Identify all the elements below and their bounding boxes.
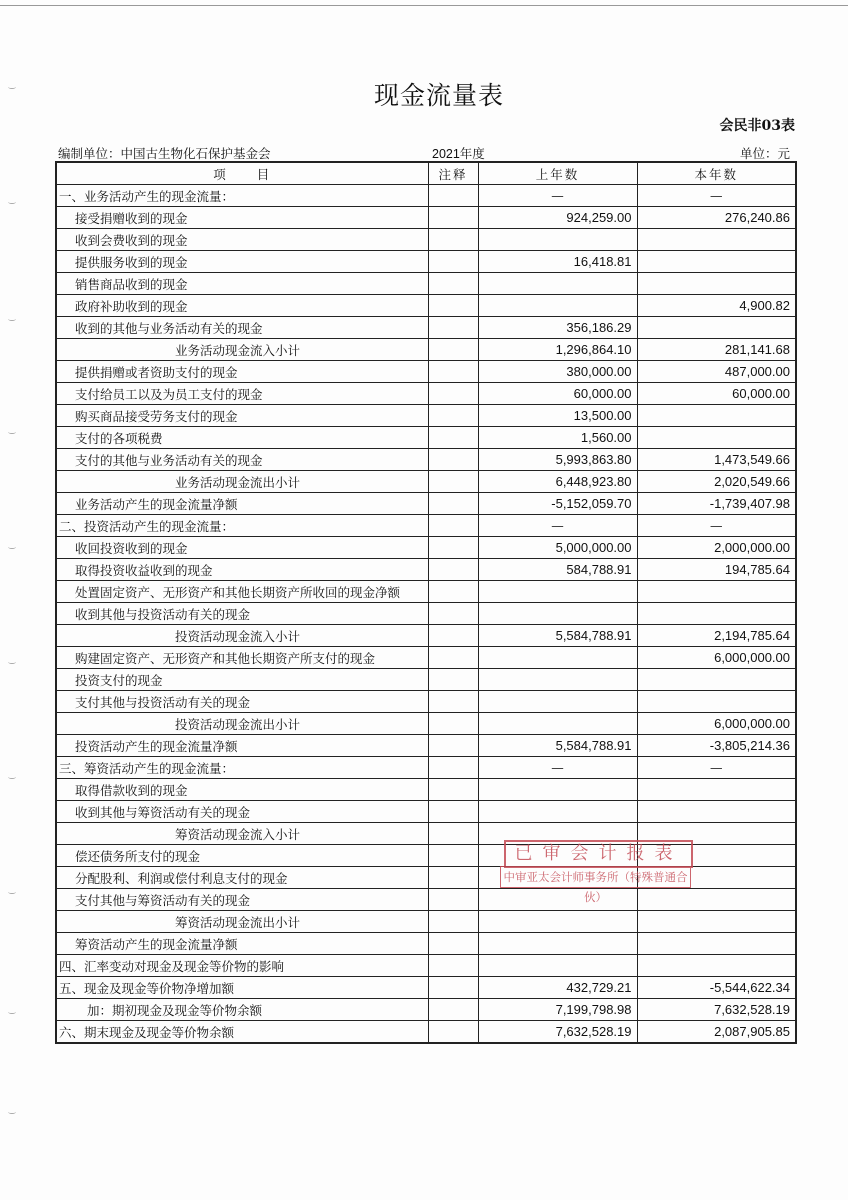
page-title: 现金流量表 [373,81,504,110]
table-row [56,339,796,361]
row-curr-year-value: 6,000,000.00 [637,713,796,735]
row-prev-year-value: -5,152,059.70 [478,493,637,515]
col-header-item: 项 目 [56,162,428,185]
scan-mark [8,545,16,549]
row-note [428,735,478,757]
row-prev-year-value: — [478,185,637,207]
table-row [56,361,796,383]
row-prev-year-value [478,889,637,911]
row-item-label: 取得投资收益收到的现金 [56,559,428,581]
row-curr-year-value [637,405,796,427]
row-prev-year-value: 924,259.00 [478,207,637,229]
row-item-label: 收到的其他与业务活动有关的现金 [56,317,428,339]
table-row [56,845,796,867]
row-item-label: 购建固定资产、无形资产和其他长期资产所支付的现金 [56,647,428,669]
row-note [428,625,478,647]
row-prev-year-value: 1,296,864.10 [478,339,637,361]
row-item-label: 收到其他与投资活动有关的现金 [56,603,428,625]
row-note [428,185,478,207]
row-item-label: 政府补助收到的现金 [56,295,428,317]
row-curr-year-value: 2,194,785.64 [637,625,796,647]
scan-mark [8,430,16,434]
row-curr-year-value [637,427,796,449]
row-curr-year-value: 7,632,528.19 [637,999,796,1021]
row-prev-year-value: 7,199,798.98 [478,999,637,1021]
row-item-label: 投资活动现金流入小计 [56,625,428,647]
table-row [56,251,796,273]
row-item-label: 加：期初现金及现金等价物余额 [56,999,428,1021]
row-prev-year-value [478,647,637,669]
row-curr-year-value: 4,900.82 [637,295,796,317]
table-row [56,471,796,493]
row-curr-year-value [637,317,796,339]
table-row [56,581,796,603]
row-curr-year-value [637,933,796,955]
col-header-prev-year: 上年数 [478,162,637,185]
row-curr-year-value [637,823,796,845]
row-item-label: 投资支付的现金 [56,669,428,691]
scan-mark [8,775,16,779]
row-note [428,207,478,229]
row-prev-year-value: 5,584,788.91 [478,625,637,647]
table-row [56,295,796,317]
row-note [428,603,478,625]
scan-mark [8,1110,16,1114]
scan-mark [8,317,16,321]
table-row [56,559,796,581]
row-note [428,339,478,361]
table-row [56,801,796,823]
row-curr-year-value: — [637,515,796,537]
row-item-label: 收回投资收到的现金 [56,537,428,559]
form-code: 会民非03表 [719,118,795,134]
table-row [56,889,796,911]
row-note [428,889,478,911]
row-item-label: 取得借款收到的现金 [56,779,428,801]
row-item-label: 业务活动现金流出小计 [56,471,428,493]
row-curr-year-value [637,273,796,295]
row-item-label: 收到会费收到的现金 [56,229,428,251]
row-curr-year-value [637,603,796,625]
row-curr-year-value: 487,000.00 [637,361,796,383]
cash-flow-table [55,161,797,1044]
table-row [56,999,796,1021]
table-row [56,713,796,735]
table-row [56,669,796,691]
row-prev-year-value: 7,632,528.19 [478,1021,637,1044]
row-prev-year-value: 13,500.00 [478,405,637,427]
row-item-label: 销售商品收到的现金 [56,273,428,295]
row-note [428,471,478,493]
row-prev-year-value [478,229,637,251]
row-item-label: 业务活动现金流入小计 [56,339,428,361]
row-prev-year-value: 584,788.91 [478,559,637,581]
table-row [56,537,796,559]
row-curr-year-value: 281,141.68 [637,339,796,361]
row-prev-year-value [478,295,637,317]
row-note [428,361,478,383]
table-row [56,427,796,449]
row-note [428,1021,478,1044]
row-note [428,405,478,427]
row-item-label: 支付的各项税费 [56,427,428,449]
table-row [56,185,796,207]
row-prev-year-value: 1,560.00 [478,427,637,449]
table-row [56,955,796,977]
row-item-label: 提供服务收到的现金 [56,251,428,273]
row-note [428,581,478,603]
scan-mark [8,200,16,204]
scan-mark [8,1010,16,1014]
row-curr-year-value [637,669,796,691]
row-prev-year-value: — [478,757,637,779]
row-prev-year-value [478,933,637,955]
row-curr-year-value [637,229,796,251]
report-year: 2021年度 [432,147,485,161]
row-item-label: 收到其他与筹资活动有关的现金 [56,801,428,823]
row-prev-year-value [478,911,637,933]
row-item-label: 支付其他与筹资活动有关的现金 [56,889,428,911]
row-item-label: 五、现金及现金等价物净增加额 [56,977,428,999]
row-item-label: 分配股利、利润或偿付利息支付的现金 [56,867,428,889]
row-prev-year-value: 5,000,000.00 [478,537,637,559]
row-note [428,537,478,559]
table-row [56,867,796,889]
row-prev-year-value [478,823,637,845]
row-curr-year-value: 1,473,549.66 [637,449,796,471]
table-row [56,603,796,625]
table-row [56,493,796,515]
row-prev-year-value: 6,448,923.80 [478,471,637,493]
row-item-label: 六、期末现金及现金等价物余额 [56,1021,428,1044]
row-item-label: 购买商品接受劳务支付的现金 [56,405,428,427]
row-curr-year-value [637,955,796,977]
row-item-label: 三、筹资活动产生的现金流量： [56,757,428,779]
table-row [56,625,796,647]
row-curr-year-value: -5,544,622.34 [637,977,796,999]
row-note [428,229,478,251]
row-prev-year-value: — [478,515,637,537]
table-row [56,933,796,955]
row-item-label: 接受捐赠收到的现金 [56,207,428,229]
row-curr-year-value [637,779,796,801]
row-item-label: 支付的其他与业务活动有关的现金 [56,449,428,471]
audit-stamp-title: 已审会计报表 [504,840,693,868]
row-note [428,955,478,977]
row-prev-year-value [478,801,637,823]
row-note [428,779,478,801]
row-note [428,317,478,339]
table-row [56,383,796,405]
row-note [428,999,478,1021]
table-row [56,735,796,757]
row-curr-year-value [637,691,796,713]
row-note [428,713,478,735]
row-note [428,757,478,779]
row-curr-year-value [637,889,796,911]
table-row [56,317,796,339]
scan-mark [8,85,16,89]
row-item-label: 筹资活动现金流入小计 [56,823,428,845]
row-prev-year-value: 60,000.00 [478,383,637,405]
row-prev-year-value: 5,993,863.80 [478,449,637,471]
row-item-label: 处置固定资产、无形资产和其他长期资产所收回的现金净额 [56,581,428,603]
row-curr-year-value [637,845,796,867]
row-item-label: 投资活动产生的现金流量净额 [56,735,428,757]
table-header-row [56,162,796,185]
row-prev-year-value [478,845,637,867]
row-curr-year-value: 2,087,905.85 [637,1021,796,1044]
table-row [56,1021,796,1044]
table-row [56,823,796,845]
scan-top-edge [0,5,848,6]
table-row [56,757,796,779]
row-prev-year-value [478,669,637,691]
row-item-label: 偿还债务所支付的现金 [56,845,428,867]
row-item-label: 支付其他与投资活动有关的现金 [56,691,428,713]
row-curr-year-value: — [637,757,796,779]
row-curr-year-value [637,581,796,603]
table-row [56,515,796,537]
row-note [428,867,478,889]
row-prev-year-value: 432,729.21 [478,977,637,999]
row-curr-year-value [637,801,796,823]
row-note [428,383,478,405]
row-item-label: 筹资活动产生的现金流量净额 [56,933,428,955]
table-row [56,911,796,933]
table-row [56,779,796,801]
row-note [428,647,478,669]
row-item-label: 支付给员工以及为员工支付的现金 [56,383,428,405]
table-row [56,229,796,251]
table-row [56,273,796,295]
row-note [428,911,478,933]
audit-stamp-firm: 中审亚太会计师事务所（特殊普通合伙） [500,866,691,888]
org-unit: 编制单位：中国古生物化石保护基金会 [58,146,271,161]
row-note [428,559,478,581]
row-prev-year-value: 356,186.29 [478,317,637,339]
row-curr-year-value: 276,240.86 [637,207,796,229]
row-curr-year-value [637,911,796,933]
table-row [56,977,796,999]
col-header-curr-year: 本年数 [637,162,796,185]
row-curr-year-value: 60,000.00 [637,383,796,405]
table-row [56,207,796,229]
row-prev-year-value [478,955,637,977]
row-item-label: 提供捐赠或者资助支付的现金 [56,361,428,383]
row-note [428,449,478,471]
row-prev-year-value [478,713,637,735]
row-note [428,977,478,999]
row-curr-year-value: 2,020,549.66 [637,471,796,493]
row-curr-year-value [637,867,796,889]
row-note [428,295,478,317]
row-curr-year-value [637,251,796,273]
row-item-label: 筹资活动现金流出小计 [56,911,428,933]
row-note [428,273,478,295]
row-note [428,933,478,955]
row-note [428,669,478,691]
row-note [428,801,478,823]
row-prev-year-value [478,273,637,295]
scan-mark [8,660,16,664]
row-prev-year-value [478,581,637,603]
row-prev-year-value: 5,584,788.91 [478,735,637,757]
row-note [428,493,478,515]
row-prev-year-value [478,867,637,889]
row-curr-year-value: 6,000,000.00 [637,647,796,669]
row-note [428,427,478,449]
row-curr-year-value: 194,785.64 [637,559,796,581]
col-header-note: 注释 [428,162,478,185]
row-prev-year-value [478,691,637,713]
row-curr-year-value: — [637,185,796,207]
row-item-label: 二、投资活动产生的现金流量： [56,515,428,537]
row-item-label: 四、汇率变动对现金及现金等价物的影响 [56,955,428,977]
currency-unit: 单位：元 [739,146,790,161]
table-row [56,691,796,713]
row-item-label: 投资活动现金流出小计 [56,713,428,735]
row-prev-year-value [478,779,637,801]
row-prev-year-value: 16,418.81 [478,251,637,273]
row-note [428,691,478,713]
row-curr-year-value: -1,739,407.98 [637,493,796,515]
row-item-label: 一、业务活动产生的现金流量： [56,185,428,207]
row-note [428,845,478,867]
row-note [428,823,478,845]
row-prev-year-value [478,603,637,625]
table-row [56,405,796,427]
row-curr-year-value: 2,000,000.00 [637,537,796,559]
table-row [56,449,796,471]
table-row [56,647,796,669]
scan-mark [8,890,16,894]
row-item-label: 业务活动产生的现金流量净额 [56,493,428,515]
row-curr-year-value: -3,805,214.36 [637,735,796,757]
row-prev-year-value: 380,000.00 [478,361,637,383]
row-note [428,515,478,537]
row-note [428,251,478,273]
